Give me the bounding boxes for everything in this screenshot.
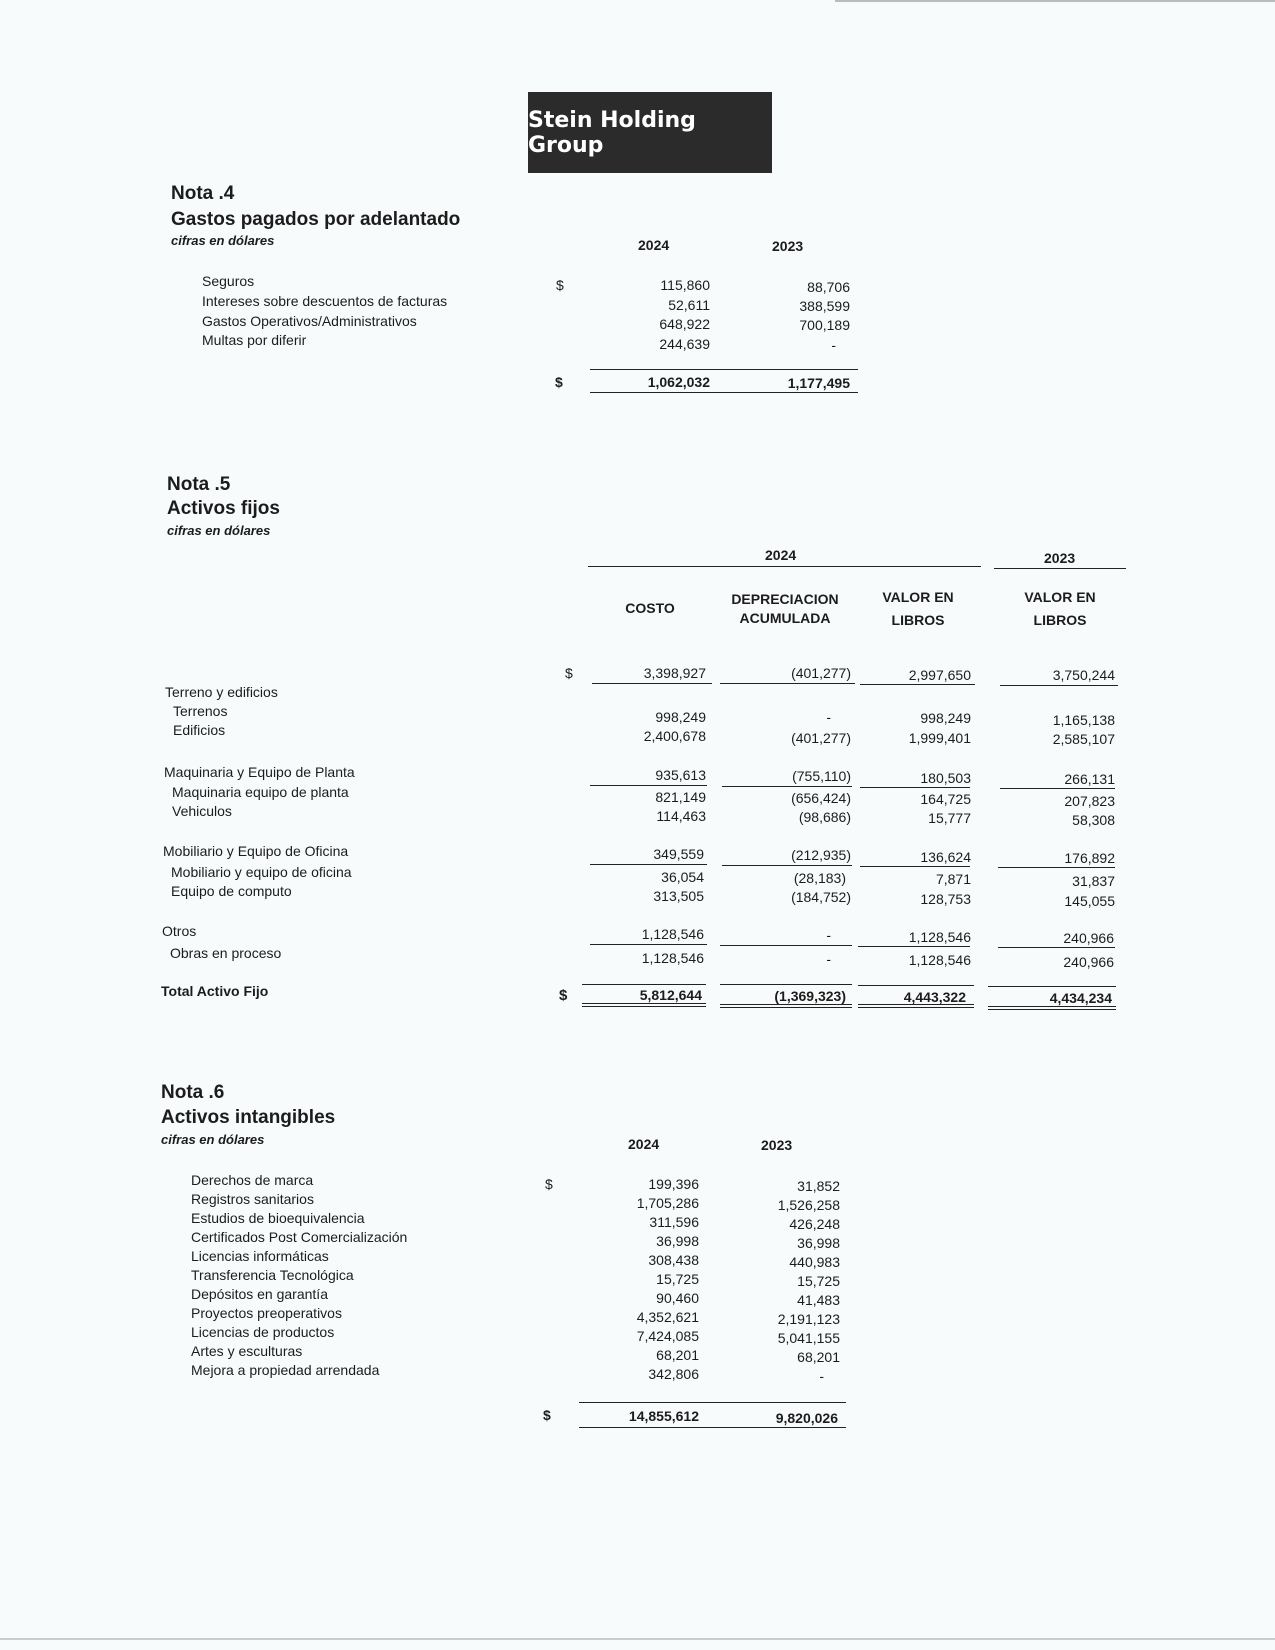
nota4-total-currency: $ <box>555 374 563 390</box>
nota4-col-2023: 2023 <box>772 238 804 254</box>
nota5-top-line <box>860 684 975 685</box>
nota4-row-2024: 648,922 <box>659 316 710 332</box>
nota5-row-dep: - <box>826 951 831 967</box>
nota6-row-2023: 1,526,258 <box>777 1197 840 1213</box>
nota6-row-2023: 68,201 <box>797 1349 840 1365</box>
nota5-row-dep: (401,277) <box>791 730 851 746</box>
nota6-row-label: Depósitos en garantía <box>191 1286 328 1302</box>
nota5-year-2023: 2023 <box>1044 550 1076 566</box>
nota5-row-label: Mobiliario y equipo de oficina <box>171 864 352 880</box>
nota5-total-underline <box>720 1007 852 1008</box>
nota4-col-2024: 2024 <box>638 237 670 253</box>
nota5-total-underline <box>988 1009 1116 1010</box>
nota6-row-2023: - <box>819 1368 824 1384</box>
nota5-row-valor: 998,249 <box>920 710 971 726</box>
nota5-row-2023: 2,585,107 <box>1052 731 1115 747</box>
nota5-row-valor: 164,725 <box>920 791 971 807</box>
nota5-row-2023: 58,308 <box>1072 812 1115 828</box>
nota6-col-2024: 2024 <box>628 1136 660 1152</box>
nota6-row-2024: 4,352,621 <box>636 1309 699 1325</box>
nota6-total-underline <box>579 1427 846 1428</box>
nota5-row-valor: 128,753 <box>920 891 971 907</box>
nota5-group-line <box>860 787 970 788</box>
nota4-total-line <box>590 369 858 370</box>
nota5-row-dep: - <box>826 709 831 725</box>
nota4-number: Nota .4 <box>171 183 235 204</box>
nota5-row-costo: 313,505 <box>653 888 704 904</box>
nota5-total-line <box>858 985 974 986</box>
nota6-row-2023: 41,483 <box>797 1292 840 1308</box>
nota5-row-costo: 2,400,678 <box>643 728 706 744</box>
nota4-row-2024: 52,611 <box>668 297 710 313</box>
nota5-top-costo: 3,398,927 <box>643 665 706 681</box>
nota5-row-costo: 36,054 <box>661 869 704 885</box>
nota6-row-label: Derechos de marca <box>191 1172 314 1188</box>
nota5-total-costo: 5,812,644 <box>639 987 702 1003</box>
nota6-total-line <box>579 1402 846 1403</box>
nota6-row-label: Mejora a propiedad arrendada <box>191 1362 380 1378</box>
nota4-row-label: Intereses sobre descuentos de facturas <box>202 293 448 309</box>
nota5-row-costo: 114,463 <box>656 808 706 824</box>
nota5-group-dep: (212,935) <box>791 847 851 863</box>
nota5-total-2023: 4,434,234 <box>1049 990 1112 1006</box>
nota4-total-2024: 1,062,032 <box>647 374 710 390</box>
nota5-total-underline <box>858 1007 974 1008</box>
nota5-row-valor: 15,777 <box>928 810 971 826</box>
nota5-group-label: Mobiliario y Equipo de Oficina <box>163 843 349 859</box>
nota5-row-label: Terrenos <box>173 703 228 719</box>
nota5-row-2023: 31,837 <box>1072 873 1115 889</box>
nota5-group-2023: 266,131 <box>1064 771 1115 787</box>
top-edge-line <box>835 0 1275 2</box>
nota6-row-2024: 90,460 <box>656 1290 699 1306</box>
nota5-title: Activos fijos <box>167 498 280 519</box>
nota6-row-label: Licencias informáticas <box>191 1248 329 1264</box>
nota6-row-2023: 15,725 <box>797 1273 840 1289</box>
nota6-row-label: Transferencia Tecnológica <box>191 1267 354 1283</box>
nota5-top-2023: 3,750,244 <box>1052 667 1115 683</box>
nota4-row-label: Gastos Operativos/Administrativos <box>202 313 417 329</box>
nota5-col-valor23-2: LIBROS <box>1033 612 1087 628</box>
nota5-row-label: Obras en proceso <box>170 945 282 961</box>
nota6-row-2024: 199,396 <box>648 1176 699 1192</box>
nota6-title: Activos intangibles <box>161 1107 336 1128</box>
nota5-total-line <box>988 986 1116 987</box>
nota5-total-line <box>582 984 706 985</box>
nota5-total-label: Total Activo Fijo <box>161 983 269 999</box>
nota6-unit: cifras en dólares <box>161 1132 265 1147</box>
nota5-row-2023: 240,966 <box>1063 954 1114 970</box>
nota6-row-2024: 311,596 <box>649 1214 699 1230</box>
nota6-row-2023: 36,998 <box>797 1235 840 1251</box>
nota5-group-dep: - <box>826 927 831 943</box>
nota4-unit: cifras en dólares <box>171 233 275 248</box>
nota6-row-2024: 15,725 <box>656 1271 699 1287</box>
nota5-top-dep: (401,277) <box>791 665 851 681</box>
nota4-row-2024: 115,860 <box>660 277 710 293</box>
company-logo <box>528 92 772 173</box>
nota5-row-2023: 145,055 <box>1064 893 1115 909</box>
nota6-row-2023: 2,191,123 <box>777 1311 840 1327</box>
nota6-currency: $ <box>545 1176 553 1192</box>
nota5-group-label: Otros <box>162 923 197 939</box>
nota5-group-line <box>1000 788 1115 789</box>
nota6-row-2024: 68,201 <box>656 1347 699 1363</box>
nota4-total-2023: 1,177,495 <box>787 375 850 391</box>
nota5-year-2023-line <box>994 568 1126 569</box>
nota6-row-2024: 308,438 <box>648 1252 699 1268</box>
nota5-row-label: Maquinaria equipo de planta <box>172 784 349 800</box>
nota4-row-label: Seguros <box>202 273 255 289</box>
nota5-group-line <box>860 866 970 867</box>
nota5-number: Nota .5 <box>167 474 231 495</box>
nota4-row-label: Multas por diferir <box>202 332 307 348</box>
nota5-unit: cifras en dólares <box>167 523 271 538</box>
nota4-row-2023: 88,706 <box>807 279 850 295</box>
nota5-total-underline <box>858 1004 974 1005</box>
nota5-total-valor: 4,443,322 <box>903 989 966 1005</box>
nota5-group-valor: 180,503 <box>920 770 971 786</box>
nota6-row-2023: 426,248 <box>789 1216 840 1232</box>
nota5-total-underline <box>582 1006 706 1007</box>
nota6-row-label: Proyectos preoperativos <box>191 1305 342 1321</box>
nota6-row-label: Artes y esculturas <box>191 1343 303 1359</box>
nota6-row-2023: 440,983 <box>789 1254 840 1270</box>
nota6-row-label: Registros sanitarios <box>191 1191 314 1207</box>
nota6-row-label: Estudios de bioequivalencia <box>191 1210 365 1226</box>
nota5-row-2023: 207,823 <box>1064 793 1115 809</box>
nota5-row-dep: (656,424) <box>791 790 851 806</box>
nota5-group-line <box>720 945 852 946</box>
nota5-group-line <box>722 786 852 787</box>
nota5-col-dep-1: DEPRECIACION <box>731 591 839 607</box>
nota5-row-valor: 1,128,546 <box>908 952 971 968</box>
nota6-row-2023: 31,852 <box>797 1178 840 1194</box>
nota5-col-valor-2: LIBROS <box>891 612 945 628</box>
nota4-row-2024: 244,639 <box>659 336 710 352</box>
nota6-total-currency: $ <box>543 1407 551 1423</box>
nota5-row-valor: 7,871 <box>935 871 971 887</box>
nota4-row-2023: - <box>831 337 836 353</box>
nota5-group-dep: (755,110) <box>792 768 851 784</box>
nota5-group-label: Maquinaria y Equipo de Planta <box>164 764 355 780</box>
nota5-group-costo: 935,613 <box>655 767 706 783</box>
nota4-row-2023: 700,189 <box>799 317 850 333</box>
nota5-group-valor: 1,128,546 <box>908 929 971 945</box>
nota5-year-2024: 2024 <box>765 547 797 563</box>
nota5-row-label: Edificios <box>173 722 226 738</box>
nota6-total-2024: 14,855,612 <box>628 1408 699 1424</box>
nota6-row-label: Certificados Post Comercialización <box>191 1229 408 1245</box>
nota6-row-2024: 342,806 <box>648 1366 699 1382</box>
nota5-row-costo: 821,149 <box>655 789 706 805</box>
nota5-col-costo: COSTO <box>625 600 675 616</box>
nota5-top-line <box>592 683 712 684</box>
nota6-col-2023: 2023 <box>761 1137 793 1153</box>
nota5-group-2023: 240,966 <box>1063 930 1114 946</box>
nota5-group-line <box>590 944 707 945</box>
nota5-total-line <box>720 984 852 985</box>
nota5-group-costo: 1,128,546 <box>641 926 704 942</box>
nota5-total-underline <box>720 1004 852 1005</box>
nota5-group-line <box>998 867 1115 868</box>
nota5-row-costo: 998,249 <box>655 709 706 725</box>
nota6-row-label: Licencias de productos <box>191 1324 335 1340</box>
nota5-group-label: Terreno y edificios <box>165 684 278 700</box>
nota5-col-dep-2: ACUMULADA <box>739 610 831 626</box>
logo-text: Stein Holding Group <box>528 107 696 158</box>
nota5-total-underline <box>988 1006 1116 1007</box>
nota5-col-valor23-1: VALOR EN <box>1024 589 1096 605</box>
nota5-row-valor: 1,999,401 <box>908 730 971 746</box>
nota5-currency: $ <box>565 665 573 681</box>
nota4-row-2023: 388,599 <box>799 298 850 314</box>
nota5-group-line <box>722 865 852 866</box>
nota6-row-2023: 5,041,155 <box>777 1330 840 1346</box>
nota5-total-dep: (1,369,323) <box>774 988 846 1004</box>
nota5-group-line <box>590 785 707 786</box>
nota5-group-line <box>998 947 1115 948</box>
nota5-group-line <box>590 864 707 865</box>
nota5-total-currency: $ <box>559 987 568 1004</box>
nota4-title: Gastos pagados por adelantado <box>171 209 461 230</box>
bottom-edge-line <box>0 1638 1275 1640</box>
nota5-row-dep: (98,686) <box>798 809 851 825</box>
nota5-group-valor: 136,624 <box>920 849 971 865</box>
nota5-row-dep: (184,752) <box>791 889 851 905</box>
nota6-row-2024: 1,705,286 <box>636 1195 699 1211</box>
nota5-year-2024-line <box>588 566 981 567</box>
nota5-top-line <box>720 683 855 684</box>
nota5-row-label: Equipo de computo <box>171 883 292 899</box>
nota6-number: Nota .6 <box>161 1082 225 1103</box>
nota4-currency: $ <box>556 277 564 293</box>
nota5-total-underline <box>582 1003 706 1004</box>
nota5-row-dep: (28,183) <box>793 870 846 886</box>
nota5-group-line <box>858 946 970 947</box>
nota5-col-valor-1: VALOR EN <box>882 589 954 605</box>
nota6-total-2023: 9,820,026 <box>775 1410 838 1426</box>
nota5-row-costo: 1,128,546 <box>641 950 704 966</box>
nota5-row-2023: 1,165,138 <box>1052 712 1115 728</box>
nota6-row-2024: 36,998 <box>656 1233 699 1249</box>
nota4-total-underline <box>590 392 858 393</box>
nota5-top-line <box>1000 685 1118 686</box>
nota5-group-costo: 349,559 <box>653 846 704 862</box>
nota5-top-valor: 2,997,650 <box>908 667 971 683</box>
nota6-row-2024: 7,424,085 <box>636 1328 699 1344</box>
nota5-group-2023: 176,892 <box>1064 850 1115 866</box>
nota5-row-label: Vehiculos <box>172 803 232 819</box>
